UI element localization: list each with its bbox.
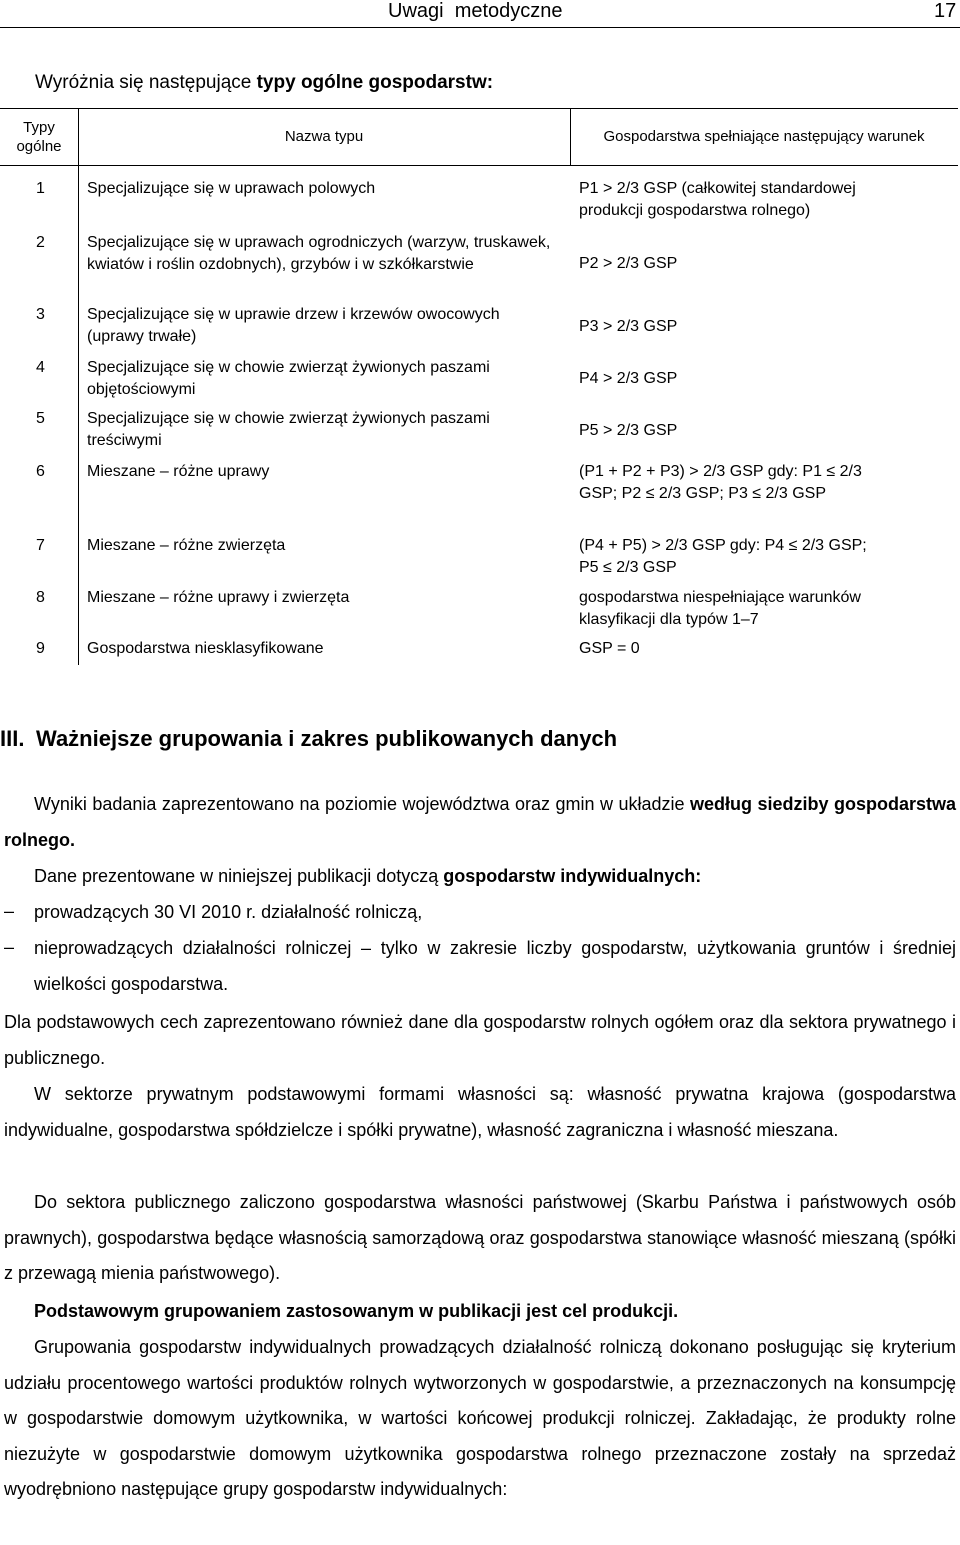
- p1-bold: według siedziby gospodarstwa rolnego.: [4, 794, 957, 850]
- section-title: Ważniejsze grupowania i zakres publikowanych danych: [36, 726, 618, 751]
- row-num: 5: [36, 410, 45, 427]
- running-title: Uwagi metodyczne: [388, 0, 563, 22]
- dash-marker: –: [4, 901, 15, 921]
- header-name: Nazwa typu: [284, 128, 364, 145]
- p6-bold: Podstawowym grupowaniem zastosowanym w publikacji jest cel produkcji.: [34, 1301, 679, 1321]
- col-divider-1: [78, 108, 79, 665]
- row-condition: P4 > 2/3 GSP: [579, 370, 678, 387]
- row-name: Specjalizujące się w uprawach polowych: [87, 180, 376, 197]
- row-condition: P2 > 2/3 GSP: [579, 255, 678, 272]
- paragraph-results: [4, 787, 956, 858]
- row-num: 4: [36, 359, 45, 376]
- row-condition: GSP = 0: [579, 640, 640, 657]
- page-header: [0, 0, 960, 28]
- p5-text: Do sektora publicznego zaliczono gospodarstwa własności państwowej (Skarbu Państwa i państwowych osób prawnych), gospodarstwa będące własnością samorządową oraz gospodarstwa stanowiące własność mieszaną (spółki z przewagą mienia państwowego).: [4, 1192, 956, 1283]
- row-condition: gospodarstwa niespełniające warunków klasyfikacji dla typów 1–7: [579, 589, 861, 628]
- row-name: Specjalizujące się w uprawie drzew i krzewów owocowych (uprawy trwałe): [87, 306, 500, 345]
- dash-marker: –: [4, 937, 15, 957]
- p4-text: W sektorze prywatnym podstawowymi formami własności są: własność prywatna krajowa (gospodarstwa indywidualne, gospodarstwa spółdzielcze i spółki prywatne), własność zagraniczna i własność mieszana.: [4, 1084, 956, 1140]
- paragraph-groupings: [4, 1330, 956, 1508]
- paragraph-scope: [4, 859, 956, 895]
- row-name: Mieszane – różne uprawy: [87, 463, 270, 480]
- row-name: Specjalizujące się w uprawach ogrodniczych (warzyw, truskawek, kwiatów i roślin ozdobnych), grzybów i w szkółkarstwie: [87, 234, 551, 273]
- table-header-rule: [0, 165, 958, 166]
- p2-text: Dane prezentowane w niniejszej publikacji dotyczą: [34, 866, 444, 886]
- p2-bold: gospodarstw indywidualnych:: [443, 866, 702, 886]
- p1-text: Wyniki badania zaprezentowano na poziomie województwa oraz gmin w układzie: [34, 794, 690, 814]
- row-name: Mieszane – różne zwierzęta: [87, 537, 286, 554]
- intro-text: Wyróżnia się następujące: [35, 72, 257, 93]
- farm-types-table: [0, 108, 958, 665]
- bullet-inactive-farms: nieprowadzących działalności rolniczej – tylko w zakresie liczby gospodarstw, użytkowania gruntów i średniej wielkości gospodarstwa.: [34, 938, 956, 994]
- page-number: 17: [934, 0, 957, 22]
- header-type: Typy ogólne: [16, 119, 62, 155]
- row-num: 8: [36, 589, 45, 606]
- row-condition: (P4 + P5) > 2/3 GSP gdy: P4 ≤ 2/3 GSP; P5 ≤ 2/3 GSP: [579, 537, 867, 576]
- row-num: 9: [36, 640, 45, 657]
- row-condition: (P1 + P2 + P3) > 2/3 GSP gdy: P1 ≤ 2/3 GSP; P2 ≤ 2/3 GSP; P3 ≤ 2/3 GSP: [579, 463, 862, 502]
- section-number: III.: [0, 726, 25, 751]
- row-num: 1: [36, 180, 45, 197]
- row-num: 2: [36, 234, 45, 251]
- row-condition: P3 > 2/3 GSP: [579, 318, 678, 335]
- p7-text: Grupowania gospodarstw indywidualnych prowadzących działalność rolniczą dokonano posługując się kryterium udziału procentowego wartości produktów rolnych wytworzonych w gospodarstwie, a przeznaczonych na konsumpcję w gospodarstwie domowym użytkownika, w wartości końcowej produkcji rolniczej. Zakładając, że produkty rolne niezużyte w gospodarstwie domowym użytkownika gospodarstwa rolnego przeznaczone zostały na sprzedaż wyodrębniono następujące grupy gospodarstw indywidualnych:: [4, 1337, 956, 1499]
- paragraph-sectors: Dla podstawowych cech zaprezentowano również dane dla gospodarstw rolnych ogółem oraz dla sektora prywatnego i publicznego.: [4, 1012, 956, 1068]
- row-condition: P1 > 2/3 GSP (całkowitej standardowej produkcji gospodarstwa rolnego): [579, 180, 856, 219]
- bullet-active-farms: prowadzących 30 VI 2010 r. działalność rolniczą,: [34, 902, 423, 922]
- paragraph-main-grouping: [4, 1294, 956, 1330]
- row-name: Specjalizujące się w chowie zwierząt żywionych paszami treściwymi: [87, 410, 490, 449]
- intro-line: [35, 72, 493, 94]
- row-name: Mieszane – różne uprawy i zwierzęta: [87, 589, 350, 606]
- row-condition: P5 > 2/3 GSP: [579, 422, 678, 439]
- paragraph-public-sector: [4, 1185, 956, 1292]
- paragraph-private-sector: [4, 1077, 956, 1148]
- intro-bold: typy ogólne gospodarstw:: [256, 72, 494, 93]
- row-num: 7: [36, 537, 45, 554]
- row-num: 3: [36, 306, 45, 323]
- row-num: 6: [36, 463, 45, 480]
- header-condition: Gospodarstwa spełniające następujący warunek: [603, 128, 925, 145]
- row-name: Gospodarstwa niesklasyfikowane: [87, 640, 324, 657]
- row-name: Specjalizujące się w chowie zwierząt żywionych paszami objętościowymi: [87, 359, 490, 398]
- table-top-rule: [0, 108, 958, 109]
